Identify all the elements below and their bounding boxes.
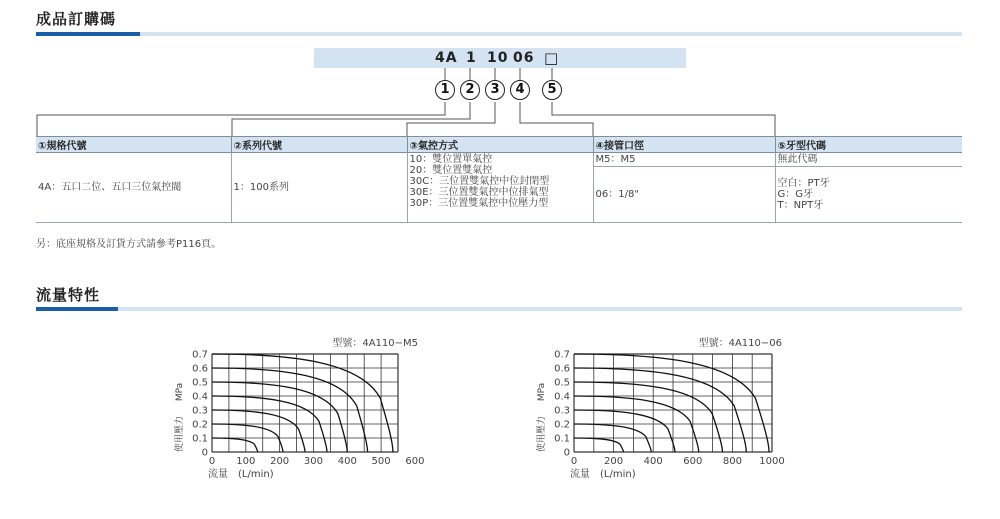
x-tick-label: 200 [270,456,290,467]
y-tick-label: 0.7 [554,349,570,361]
flow-section-rule-accent [36,307,118,311]
y-tick-label: 0.7 [192,349,208,361]
flow-chart-06 [530,332,810,482]
order-code-part-series: 4A [435,50,458,66]
x-tick-label: 1000 [759,456,785,467]
control-option: 30E：三位置雙氣控中位排氣型 [409,187,549,198]
x-tick-label: 0 [570,456,578,467]
y-tick-label: 0.6 [192,363,208,375]
spec-cell-thread-options [775,167,962,223]
flow-curve [574,438,624,452]
chart-title: 型號：4A110−06 [698,338,782,349]
x-tick-label: 300 [303,456,324,467]
flow-section-title: 流量特性 [36,286,101,304]
y-tick-label: 0.4 [192,391,208,403]
flow-section-rule [36,307,962,311]
code-marker-5: 5 [542,80,562,100]
y-tick-label: 0 [563,447,570,459]
y-axis-unit: MPa [537,382,547,402]
y-tick-label: 0.1 [554,433,570,445]
x-axis-label: 流量 (L/min) [570,469,636,480]
order-code-part-port: 06 [513,50,535,66]
x-tick-label: 100 [236,456,256,467]
y-tick-label: 0.3 [554,405,570,417]
y-axis-label: 使用壓力 [537,415,547,453]
code-marker-1: 1 [435,80,455,100]
x-tick-label: 0 [208,456,216,467]
flow-curve [212,438,258,452]
spec-header-model: ①規格代號 [36,137,231,153]
code-marker-3: 3 [485,80,505,100]
control-option: 30C：三位置雙氣控中位封閉型 [409,176,550,187]
spec-header-series: ②系列代號 [231,137,407,153]
spec-cell-port-06: 06：1/8" [593,167,775,223]
spec-header-port: ④接管口徑 [593,137,775,153]
order-section-title: 成品訂購碼 [36,10,117,28]
order-code-part-class: 1 [466,50,477,66]
x-axis-label: 流量 (L/min) [208,469,274,480]
x-tick-label: 600 [405,456,425,467]
flow-curve [574,410,675,452]
y-tick-label: 0.4 [554,391,570,403]
flow-chart-m5 [160,332,440,482]
order-code-connectors [0,0,1000,140]
code-marker-4: 4 [510,80,530,100]
spec-cell-control [407,153,593,223]
spec-header-control: ③氣控方式 [407,137,593,153]
spec-cell-model: 4A：五口二位、五口三位氣控閥 [36,153,231,223]
y-axis-label: 使用壓力 [175,415,185,453]
thread-option: G：G牙 [777,189,813,200]
thread-option: 空白：PT牙 [777,178,830,189]
control-option: 30P：三位置雙氣控中位壓力型 [409,198,549,209]
y-tick-label: 0 [201,447,208,459]
spec-cell-thread-none: 無此代碼 [775,153,962,167]
chart-title: 型號：4A110−M5 [332,338,418,349]
order-code-part-control: 10 [487,50,509,66]
y-tick-label: 0.2 [192,419,208,431]
y-tick-label: 0.6 [554,363,570,375]
flow-curve [212,410,305,452]
spec-cell-series: 1：100系列 [231,153,407,223]
x-tick-label: 800 [722,456,742,467]
spec-header-thread: ⑤牙型代碼 [775,137,962,153]
spec-table [36,136,962,223]
x-tick-label: 200 [604,456,624,467]
y-tick-label: 0.5 [192,377,208,389]
x-tick-label: 500 [371,456,391,467]
control-option: 20：雙位置雙氣控 [409,165,493,176]
code-marker-2: 2 [460,80,480,100]
x-tick-label: 600 [683,456,703,467]
y-tick-label: 0.5 [554,377,570,389]
base-spec-note: 另：底座規格及訂貨方式請參考P116頁。 [36,239,222,250]
y-tick-label: 0.1 [192,433,208,445]
thread-option: T：NPT牙 [777,200,824,211]
spec-cell-port-m5: M5：M5 [593,153,775,167]
x-tick-label: 400 [643,456,663,467]
x-tick-label: 400 [337,456,357,467]
order-code-part-thread: □ [544,49,560,67]
y-axis-unit: MPa [175,382,185,402]
control-option: 10：雙位置單氣控 [409,154,493,165]
y-tick-label: 0.3 [192,405,208,417]
y-tick-label: 0.2 [554,419,570,431]
